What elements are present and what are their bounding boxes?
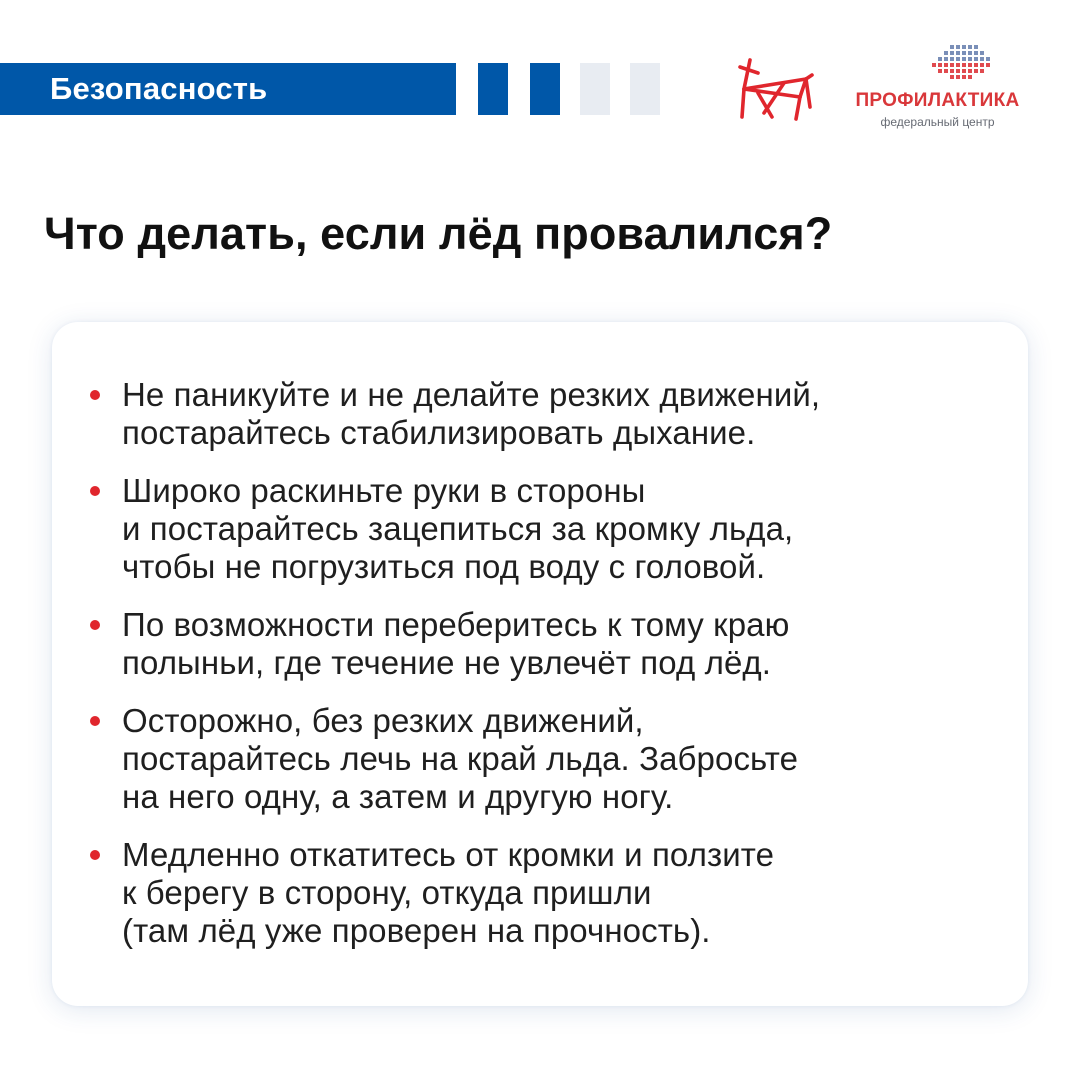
section-banner xyxy=(0,63,456,115)
decor-stripe xyxy=(580,63,610,115)
list-item xyxy=(122,702,1002,816)
bullet-dot-icon xyxy=(90,486,100,496)
bullet-dot-icon xyxy=(90,850,100,860)
list-item xyxy=(122,376,1002,452)
brand-name: ПРОФИЛАКТИКА xyxy=(855,90,1020,111)
list-item xyxy=(122,472,1002,586)
brand-grid-icon xyxy=(928,45,998,81)
decor-stripe xyxy=(530,63,560,115)
list-item-line: на него одну, а затем и другую ногу. xyxy=(122,778,674,815)
section-label: Безопасность xyxy=(50,71,268,106)
list-item-line: Медленно откатитесь от кромки и ползите xyxy=(122,836,775,873)
chair-logo-icon xyxy=(736,55,816,125)
decor-stripe xyxy=(630,63,660,115)
brand-block xyxy=(850,45,1030,135)
list-item-line: (там лёд уже проверен на прочность). xyxy=(122,912,711,949)
bullet-dot-icon xyxy=(90,716,100,726)
instructions-list xyxy=(122,376,1002,970)
list-item-line: Не паникуйте и не делайте резких движений, xyxy=(122,376,821,413)
list-item xyxy=(122,606,1002,682)
page-title: Что делать, если лёд провалился? xyxy=(44,208,833,259)
list-item-line: к берегу в сторону, откуда пришли xyxy=(122,874,652,911)
list-item-line: и постарайтесь зацепиться за кромку льда, xyxy=(122,510,794,547)
list-item xyxy=(122,836,1002,950)
list-item-line: полыньи, где течение не увлечёт под лёд. xyxy=(122,644,772,681)
bullet-dot-icon xyxy=(90,620,100,630)
list-item-line: чтобы не погрузиться под воду с головой. xyxy=(122,548,766,585)
list-item-line: постарайтесь лечь на край льда. Забросьте xyxy=(122,740,799,777)
list-item-line: Осторожно, без резких движений, xyxy=(122,702,644,739)
list-item-line: Широко раскиньте руки в стороны xyxy=(122,472,646,509)
list-item-line: постарайтесь стабилизировать дыхание. xyxy=(122,414,756,451)
bullet-dot-icon xyxy=(90,390,100,400)
decor-stripe xyxy=(478,63,508,115)
brand-subtitle: федеральный центр xyxy=(880,115,995,129)
list-item-line: По возможности переберитесь к тому краю xyxy=(122,606,790,643)
